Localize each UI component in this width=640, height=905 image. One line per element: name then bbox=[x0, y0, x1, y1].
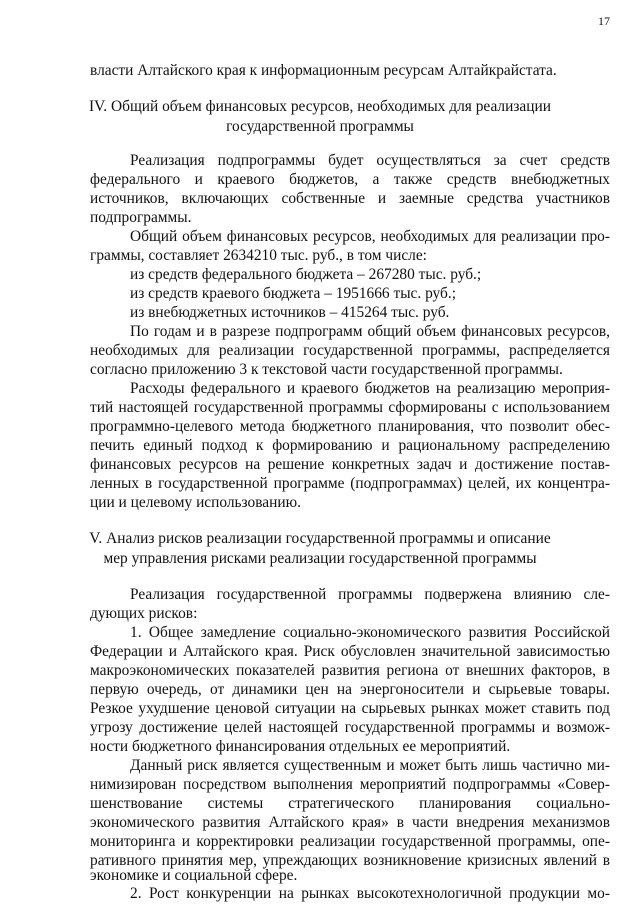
section-4-heading-line-2: государственной программы bbox=[226, 118, 414, 135]
section-5-heading-line-2: мер управления рисками реализации государственной программы bbox=[103, 550, 537, 567]
fund-federal: из средств федерального бюджета – 267280 тыс. руб.; bbox=[130, 266, 482, 283]
s5-p2-line-5: Резкое ухудшение ценовой ситуации на сырьевых рынках может ставить под bbox=[90, 700, 610, 717]
s4-p4-line-3: программно-целевого метода бюджетного планирования, что позволит обес- bbox=[90, 418, 610, 435]
s5-p2-line-4: первую очередь, от динамики цен на энергоносители и сырьевые товары. bbox=[90, 681, 610, 698]
intro-line: власти Алтайского края к информационным ресурсам Алтайкрайстата. bbox=[90, 62, 557, 79]
s5-p1-line-1: Реализация государственной программы подвержена влиянию сле- bbox=[130, 586, 610, 603]
s4-p2-line-1: Общий объем финансовых ресурсов, необходимых для реализации про- bbox=[130, 228, 610, 245]
s5-p1-line-2: дующих рисков: bbox=[90, 605, 198, 622]
page-number: 17 bbox=[598, 14, 610, 28]
s5-p3-line-5: мониторинга и корректировки реализации государственной программы, опе- bbox=[90, 833, 610, 850]
s5-p3-line-4: экономического развития Алтайского края» в части внедрения механизмов bbox=[90, 814, 610, 831]
s5-p3-line-3: шенствование системы стратегического планирования социально- bbox=[90, 795, 610, 812]
s5-p2-line-3: макроэкономических показателей развития региона от внешних факторов, в bbox=[90, 662, 610, 679]
s4-p1-line-4: подпрограммы. bbox=[90, 209, 192, 226]
s4-p3-line-3: согласно приложению 3 к текстовой части государственной программы. bbox=[90, 361, 563, 378]
s4-p4-line-5: финансовых ресурсов на решение конкретных задач и достижение постав- bbox=[90, 456, 610, 473]
s5-p3-line-6: ративного принятия мер, упреждающих возникновение кризисных явлений в bbox=[90, 852, 610, 869]
s5-p3-line-2: нимизирован посредством выполнения мероприятий подпрограммы «Совер- bbox=[90, 776, 610, 793]
s4-p4-line-4: печить единый подход к формированию и рациональному распределению bbox=[90, 437, 610, 454]
fund-extrabudgetary: из внебюджетных источников – 415264 тыс. руб. bbox=[130, 304, 450, 321]
section-4-heading-line-1: IV. Общий объем финансовых ресурсов, необходимых для реализации bbox=[89, 98, 551, 115]
s4-p4-line-6: ленных в государственной программе (подпрограммах) целей, их концентра- bbox=[90, 475, 610, 492]
s4-p4-line-1: Расходы федерального и краевого бюджетов на реализацию мероприя- bbox=[130, 380, 610, 397]
s5-p4-line-1: 2. Рост конкуренции на рынках высокотехнологичной продукции мо- bbox=[130, 885, 610, 902]
s5-p3-line-1: Данный риск является существенным и может быть лишь частично ми- bbox=[130, 757, 610, 774]
s5-p2-line-6: угрозу достижение целей настоящей государственной программы и возмож- bbox=[90, 719, 610, 736]
s4-p1-line-3: источников, включающих собственные и заемные средства участников bbox=[90, 190, 610, 207]
s4-p4-line-7: ции и целевому использованию. bbox=[90, 494, 301, 511]
s5-p2-line-7: ности бюджетного финансирования отдельных ее мероприятий. bbox=[90, 738, 511, 755]
s4-p3-line-2: необходимых для реализации государственной программы, распределяется bbox=[90, 342, 610, 359]
fund-regional: из средств краевого бюджета – 1951666 тыс. руб.; bbox=[130, 285, 457, 302]
s5-p2-line-1: 1. Общее замедление социально-экономического развития Российской bbox=[130, 624, 610, 641]
s5-p3-line-7: экономике и социальной сфере. bbox=[90, 867, 298, 884]
s4-p4-line-2: тий настоящей государственной программы сформированы с использованием bbox=[90, 399, 610, 416]
s4-p1-line-1: Реализация подпрограммы будет осуществляться за счет средств bbox=[130, 152, 610, 169]
s4-p3-line-1: По годам и в разрезе подпрограмм общий объем финансовых ресурсов, bbox=[130, 323, 610, 340]
s4-p1-line-2: федерального и краевого бюджетов, а также средств внебюджетных bbox=[90, 171, 610, 188]
s4-p2-line-2: граммы, составляет 2634210 тыс. руб., в том числе: bbox=[90, 247, 427, 264]
s5-p2-line-2: Федерации и Алтайского края. Риск обусловлен значительной зависимостью bbox=[90, 643, 610, 660]
section-5-heading-line-1: V. Анализ рисков реализации государственной программы и описание bbox=[89, 530, 551, 547]
